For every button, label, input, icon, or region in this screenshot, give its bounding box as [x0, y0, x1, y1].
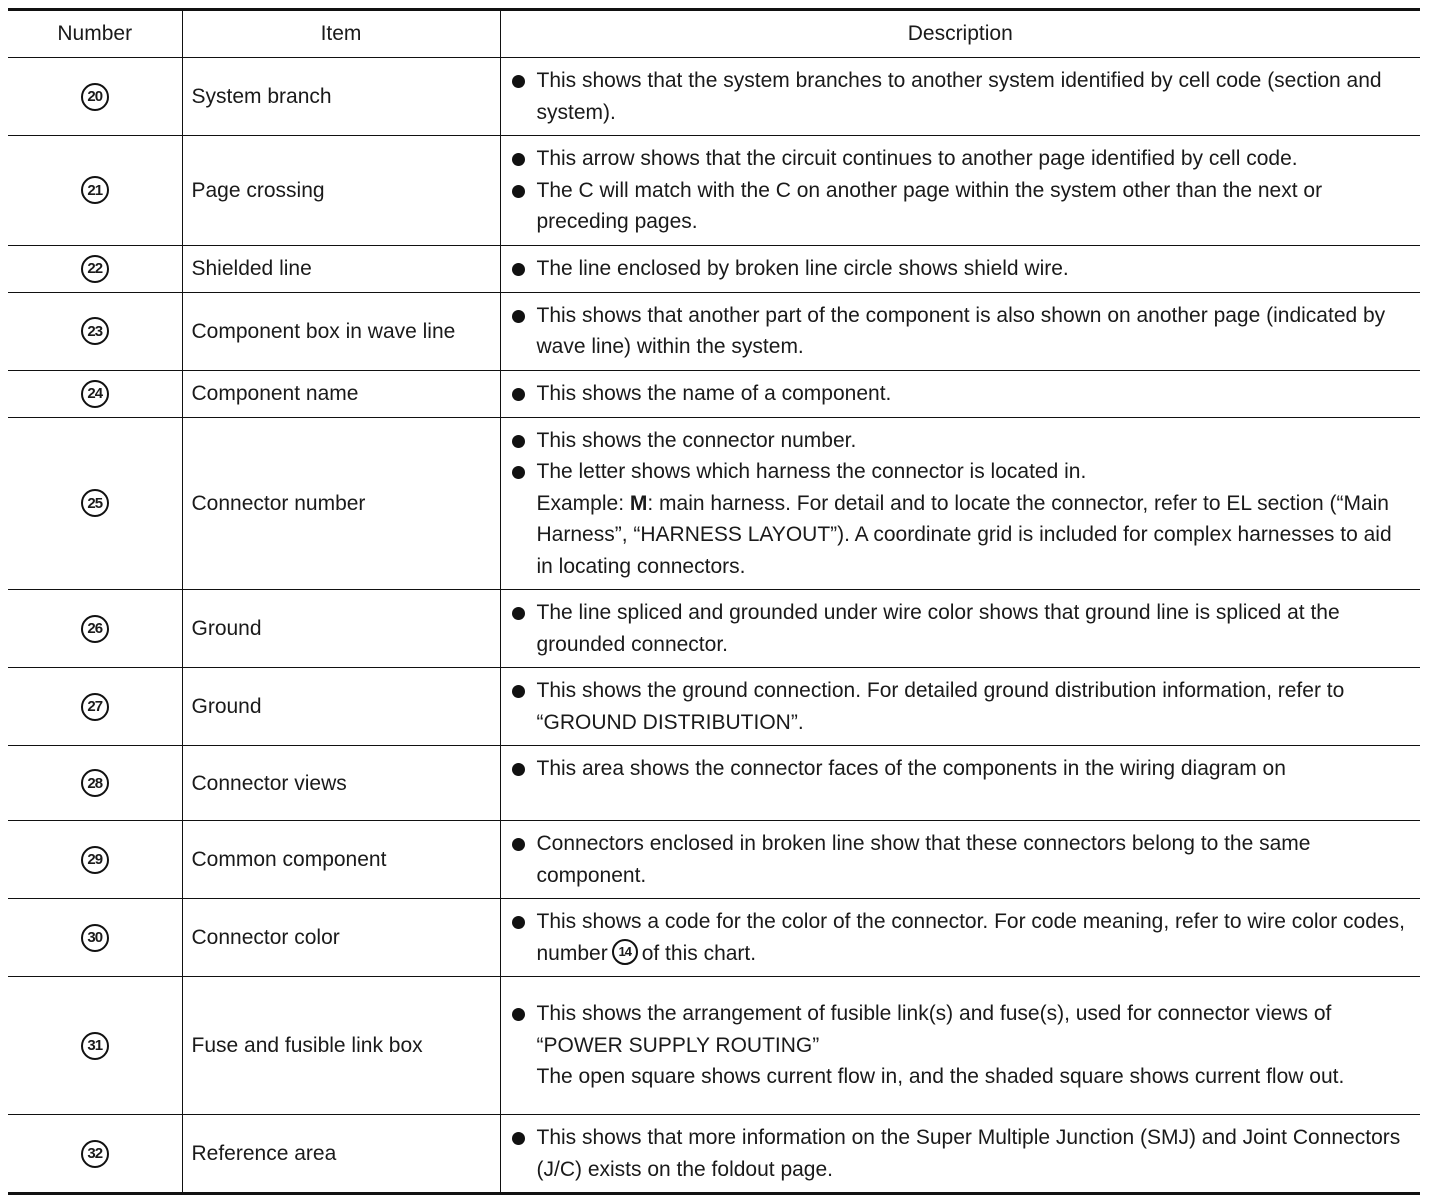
- description: [500, 977, 1420, 1115]
- description: [500, 370, 1420, 417]
- table-row: [8, 58, 1420, 136]
- number-circle: 24: [81, 380, 109, 408]
- table-row: [8, 668, 1420, 746]
- item-label: Component box in wave line: [182, 292, 500, 370]
- number-circle: 29: [81, 846, 109, 874]
- table-row: [8, 370, 1420, 417]
- table-row: [8, 977, 1420, 1115]
- header-row: [8, 10, 1420, 58]
- item-label: Shielded line: [182, 245, 500, 292]
- item-label: Common component: [182, 821, 500, 899]
- bullet-text: The line enclosed by broken line circle shows shield wire.: [509, 253, 1413, 285]
- example-text: Example: M: main harness. For detail and to locate the connector, refer to EL section (“Main Harness”, “HARNESS LAYOUT”). A coordinate grid is included for complex harnesses to aid in locating connectors.: [536, 491, 1392, 578]
- table-row: [8, 245, 1420, 292]
- bullet-text: This shows the connector number.: [509, 425, 1413, 457]
- description: [500, 746, 1420, 821]
- item-label: Connector number: [182, 417, 500, 590]
- example-letter: M: [629, 491, 648, 515]
- item-label: Ground: [182, 668, 500, 746]
- number-circle: 32: [81, 1140, 109, 1168]
- item-label: Fuse and fusible link box: [182, 977, 500, 1115]
- bullet-text: This shows that more information on the Super Multiple Junction (SMJ) and Joint Connectors (J/C) exists on the foldout page.: [509, 1122, 1413, 1185]
- description: [500, 590, 1420, 668]
- reference-number-circle: 14: [612, 939, 638, 965]
- bullet-text: This shows a code for the color of the connector. For code meaning, refer to wire color codes, number 14 of this chart.: [509, 906, 1413, 969]
- bullet-text: This shows the arrangement of fusible link(s) and fuse(s), used for connector views of “POWER SUPPLY ROUTING”: [509, 998, 1413, 1061]
- wiring-legend-table: [8, 8, 1420, 1195]
- number-circle: 31: [81, 1032, 109, 1060]
- continuation-text: The open square shows current flow in, and the shaded square shows current flow out.: [536, 1065, 1345, 1089]
- table-row: [8, 136, 1420, 246]
- description: [500, 136, 1420, 246]
- header-description: Description: [500, 10, 1420, 58]
- description: [500, 821, 1420, 899]
- description: [500, 245, 1420, 292]
- wiring-legend-table-wrap: [8, 8, 1420, 1195]
- bullet-text: This shows the name of a component.: [509, 378, 1413, 410]
- description: [500, 668, 1420, 746]
- number-circle: 27: [81, 693, 109, 721]
- header-item: Item: [182, 10, 500, 58]
- table-row: [8, 821, 1420, 899]
- bullet-text: This shows that the system branches to another system identified by cell code (section and system).: [509, 65, 1413, 128]
- description: [500, 899, 1420, 977]
- bullet-text: This arrow shows that the circuit continues to another page identified by cell code.: [509, 143, 1413, 175]
- item-label: Component name: [182, 370, 500, 417]
- bullet-text: The line spliced and grounded under wire color shows that ground line is spliced at the grounded connector.: [509, 597, 1413, 660]
- number-circle: 26: [81, 615, 109, 643]
- number-circle: 21: [81, 176, 109, 204]
- table-row: [8, 590, 1420, 668]
- number-circle: 20: [81, 83, 109, 111]
- number-circle: 22: [81, 255, 109, 283]
- bullet-text: This shows the ground connection. For detailed ground distribution information, refer to “GROUND DISTRIBUTION”.: [509, 675, 1413, 738]
- table-row: [8, 899, 1420, 977]
- bullet-text: This shows that another part of the component is also shown on another page (indicated by wave line) within the system.: [509, 300, 1413, 363]
- item-label: Connector views: [182, 746, 500, 821]
- bullet-text: The letter shows which harness the connector is located in.: [509, 456, 1413, 488]
- number-circle: 28: [81, 769, 109, 797]
- number-circle: 25: [81, 489, 109, 517]
- bullet-text: Connectors enclosed in broken line show that these connectors belong to the same component.: [509, 828, 1413, 891]
- bullet-text: The C will match with the C on another page within the system other than the next or preceding pages.: [509, 175, 1413, 238]
- bullet-text: This area shows the connector faces of the components in the wiring diagram on: [509, 753, 1413, 785]
- description: [500, 292, 1420, 370]
- item-label: Connector color: [182, 899, 500, 977]
- item-label: System branch: [182, 58, 500, 136]
- header-number: Number: [8, 10, 182, 58]
- number-circle: 30: [81, 924, 109, 952]
- table-row: [8, 292, 1420, 370]
- item-label: Page crossing: [182, 136, 500, 246]
- table-row: [8, 746, 1420, 821]
- number-circle: 23: [81, 317, 109, 345]
- description: [500, 417, 1420, 590]
- item-label: Ground: [182, 590, 500, 668]
- description: [500, 58, 1420, 136]
- item-label: Reference area: [182, 1115, 500, 1194]
- table-row: [8, 417, 1420, 590]
